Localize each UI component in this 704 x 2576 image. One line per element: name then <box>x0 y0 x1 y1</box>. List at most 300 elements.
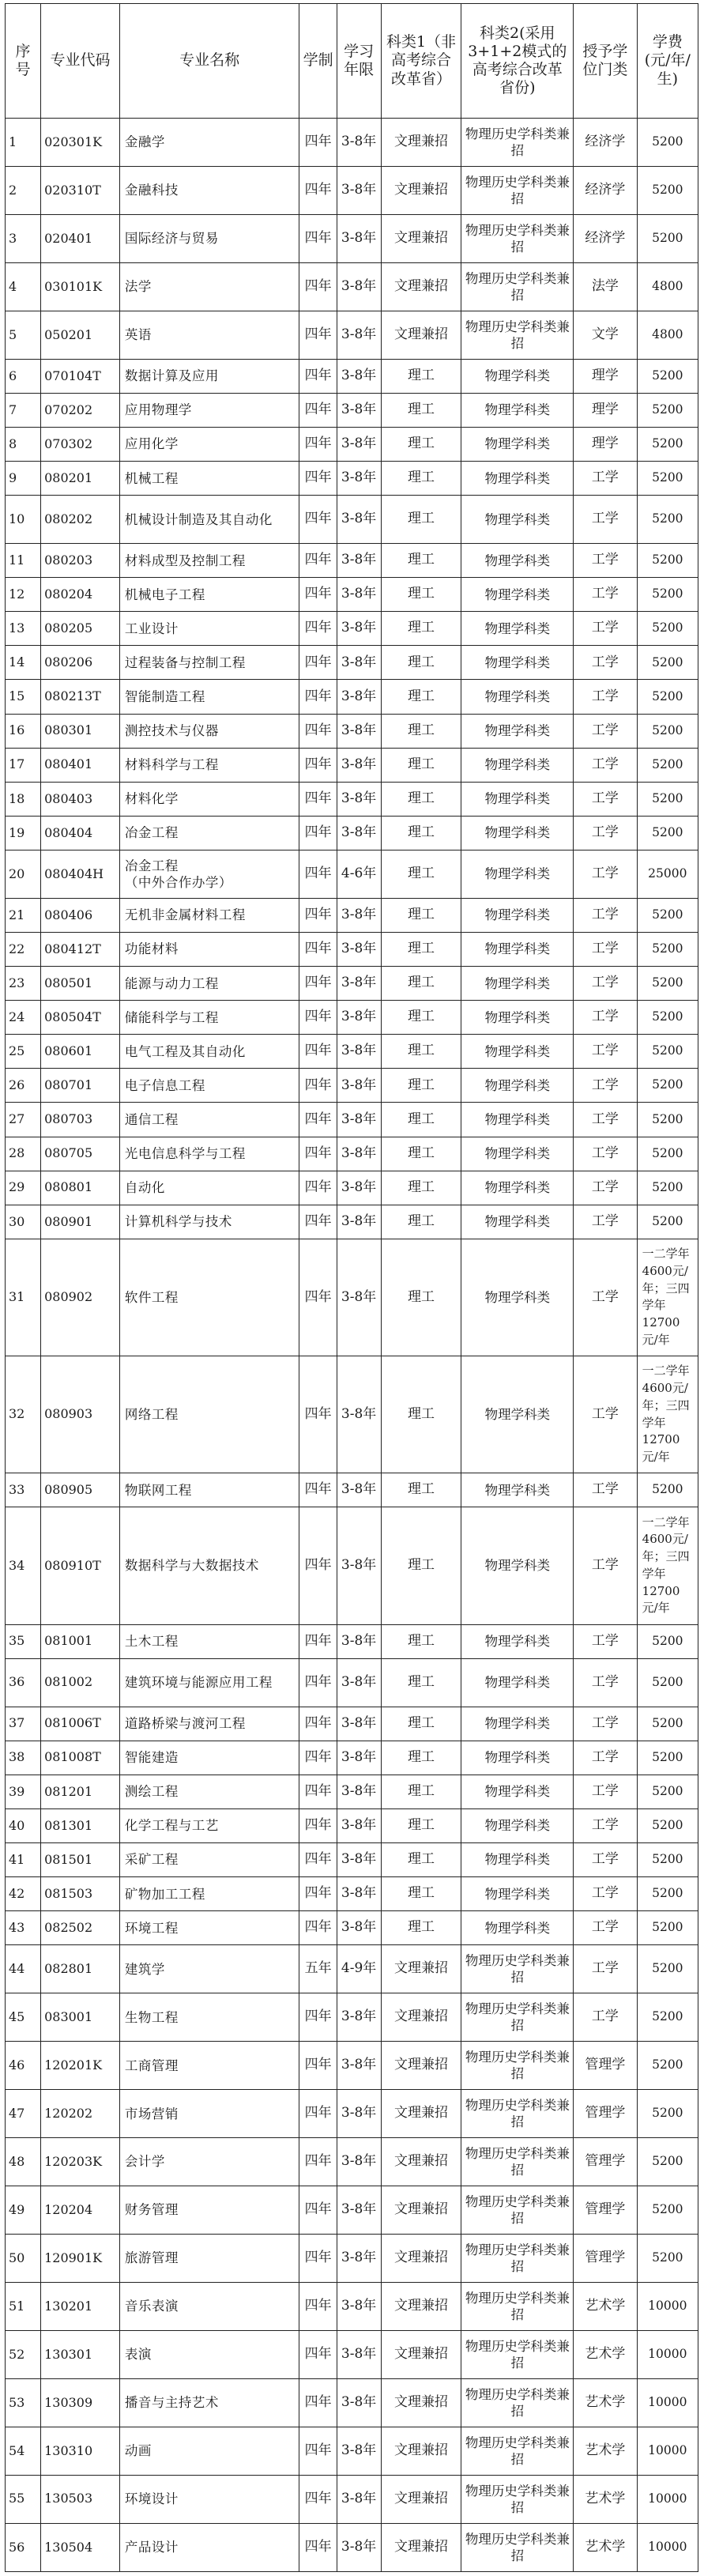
row-duration: 3-8年 <box>337 1356 381 1473</box>
row-subject2: 物理学科类 <box>461 782 574 816</box>
row-subject1: 理工 <box>381 782 461 816</box>
row-subject2: 物理学科类 <box>461 714 574 748</box>
row-code: 080205 <box>41 612 120 646</box>
row-duration: 3-8年 <box>337 544 381 578</box>
row-name: 土木工程 <box>119 1624 299 1658</box>
header-name: 专业名称 <box>119 4 299 119</box>
table-row <box>6 1137 698 1171</box>
row-fee: 5200 <box>637 359 698 393</box>
row-years: 四年 <box>299 1069 337 1103</box>
row-code: 080905 <box>41 1473 120 1507</box>
row-years: 四年 <box>299 782 337 816</box>
row-subject1: 文理兼招 <box>381 2427 461 2475</box>
table-row <box>6 748 698 782</box>
row-degree: 工学 <box>574 612 638 646</box>
row-years: 四年 <box>299 748 337 782</box>
row-no: 37 <box>6 1707 41 1741</box>
row-years: 四年 <box>299 214 337 262</box>
row-subject1: 理工 <box>381 1775 461 1808</box>
row-no: 6 <box>6 359 41 393</box>
row-subject1: 理工 <box>381 393 461 427</box>
row-subject1: 文理兼招 <box>381 2330 461 2378</box>
row-years: 四年 <box>299 932 337 966</box>
row-degree: 工学 <box>574 1171 638 1205</box>
header-subject1: 科类1（非高考综合改革省） <box>381 4 461 119</box>
row-name: 金融科技 <box>119 166 299 214</box>
row-subject2: 物理学科类 <box>461 1658 574 1707</box>
row-name: 生物工程 <box>119 1993 299 2042</box>
row-no: 5 <box>6 311 41 359</box>
row-subject1: 理工 <box>381 1707 461 1741</box>
row-duration: 4-9年 <box>337 1945 381 1993</box>
row-fee: 5200 <box>637 2234 698 2282</box>
row-fee: 5200 <box>637 544 698 578</box>
row-name: 储能科学与工程 <box>119 1001 299 1035</box>
row-years: 四年 <box>299 1507 337 1624</box>
row-fee: 5200 <box>637 967 698 1001</box>
row-duration: 3-8年 <box>337 748 381 782</box>
row-subject1: 理工 <box>381 1069 461 1103</box>
row-name: 通信工程 <box>119 1103 299 1137</box>
row-fee: 5200 <box>637 2186 698 2235</box>
row-duration: 3-8年 <box>337 1658 381 1707</box>
row-name: 机械电子工程 <box>119 578 299 612</box>
row-subject1: 文理兼招 <box>381 2186 461 2235</box>
row-subject1: 理工 <box>381 1137 461 1171</box>
row-fee: 一二学年4600元/年；三四学年12700元/年 <box>637 1507 698 1624</box>
row-years: 四年 <box>299 393 337 427</box>
row-code: 080705 <box>41 1137 120 1171</box>
table-row <box>6 462 698 496</box>
row-name: 测绘工程 <box>119 1775 299 1808</box>
row-subject1: 理工 <box>381 1103 461 1137</box>
row-degree: 工学 <box>574 680 638 714</box>
row-years: 四年 <box>299 359 337 393</box>
row-degree: 工学 <box>574 1911 638 1945</box>
row-no: 28 <box>6 1137 41 1171</box>
row-no: 3 <box>6 214 41 262</box>
row-subject2: 物理学科类 <box>461 1473 574 1507</box>
row-fee: 5200 <box>637 166 698 214</box>
row-degree: 艺术学 <box>574 2378 638 2427</box>
row-fee: 5200 <box>637 1877 698 1911</box>
row-subject2: 物理学科类 <box>461 932 574 966</box>
row-duration: 3-8年 <box>337 2378 381 2427</box>
row-years: 四年 <box>299 1842 337 1876</box>
row-name: 软件工程 <box>119 1239 299 1356</box>
row-duration: 3-8年 <box>337 1507 381 1624</box>
row-name: 旅游管理 <box>119 2234 299 2282</box>
row-no: 47 <box>6 2090 41 2138</box>
row-code: 080910T <box>41 1507 120 1624</box>
row-subject2: 物理学科类 <box>461 1001 574 1035</box>
row-degree: 艺术学 <box>574 2282 638 2330</box>
row-code: 130201 <box>41 2282 120 2330</box>
row-degree: 工学 <box>574 1001 638 1035</box>
row-fee: 5200 <box>637 393 698 427</box>
row-no: 42 <box>6 1877 41 1911</box>
row-no: 36 <box>6 1658 41 1707</box>
row-duration: 3-8年 <box>337 311 381 359</box>
row-duration: 4-6年 <box>337 850 381 898</box>
row-degree: 工学 <box>574 1658 638 1707</box>
row-degree: 工学 <box>574 1507 638 1624</box>
row-no: 55 <box>6 2475 41 2523</box>
row-code: 082502 <box>41 1911 120 1945</box>
table-row <box>6 262 698 311</box>
row-code: 080902 <box>41 1239 120 1356</box>
row-years: 四年 <box>299 427 337 461</box>
row-subject2: 物理学科类 <box>461 1137 574 1171</box>
row-degree: 艺术学 <box>574 2427 638 2475</box>
row-code: 081001 <box>41 1624 120 1658</box>
row-code: 080203 <box>41 544 120 578</box>
row-code: 080901 <box>41 1205 120 1239</box>
row-subject2: 物理学科类 <box>461 393 574 427</box>
row-subject2: 物理学科类 <box>461 1205 574 1239</box>
row-duration: 3-8年 <box>337 1842 381 1876</box>
row-years: 四年 <box>299 496 337 544</box>
row-fee: 5200 <box>637 1658 698 1707</box>
row-subject1: 文理兼招 <box>381 2378 461 2427</box>
table-row <box>6 393 698 427</box>
row-name: 智能建造 <box>119 1741 299 1775</box>
row-code: 080601 <box>41 1035 120 1069</box>
row-fee: 一二学年4600元/年；三四学年12700元/年 <box>637 1239 698 1356</box>
row-duration: 3-8年 <box>337 359 381 393</box>
row-degree: 工学 <box>574 1808 638 1842</box>
row-duration: 3-8年 <box>337 2234 381 2282</box>
table-row <box>6 1103 698 1137</box>
row-no: 8 <box>6 427 41 461</box>
row-fee: 5200 <box>637 1001 698 1035</box>
row-no: 56 <box>6 2523 41 2571</box>
row-degree: 工学 <box>574 1877 638 1911</box>
row-code: 070202 <box>41 393 120 427</box>
row-name: 机械设计制造及其自动化 <box>119 496 299 544</box>
row-name: 物联网工程 <box>119 1473 299 1507</box>
row-no: 23 <box>6 967 41 1001</box>
table-row <box>6 1473 698 1507</box>
row-code: 080504T <box>41 1001 120 1035</box>
row-name: 法学 <box>119 262 299 311</box>
row-subject2: 物理历史学科类兼招 <box>461 166 574 214</box>
row-years: 四年 <box>299 119 337 167</box>
row-no: 51 <box>6 2282 41 2330</box>
row-subject1: 理工 <box>381 1171 461 1205</box>
row-subject1: 理工 <box>381 1473 461 1507</box>
row-duration: 3-8年 <box>337 2282 381 2330</box>
table-row <box>6 2042 698 2090</box>
row-subject2: 物理学科类 <box>461 1103 574 1137</box>
row-degree: 工学 <box>574 850 638 898</box>
row-fee: 4800 <box>637 311 698 359</box>
row-no: 49 <box>6 2186 41 2235</box>
row-name: 材料科学与工程 <box>119 748 299 782</box>
row-years: 四年 <box>299 646 337 680</box>
row-subject2: 物理学科类 <box>461 1069 574 1103</box>
table-row <box>6 932 698 966</box>
table-row <box>6 1239 698 1356</box>
row-subject1: 理工 <box>381 1658 461 1707</box>
row-subject2: 物理学科类 <box>461 1808 574 1842</box>
table-row <box>6 967 698 1001</box>
row-years: 四年 <box>299 2234 337 2282</box>
row-subject2: 物理历史学科类兼招 <box>461 2282 574 2330</box>
row-code: 130309 <box>41 2378 120 2427</box>
row-name: 自动化 <box>119 1171 299 1205</box>
row-years: 四年 <box>299 1658 337 1707</box>
row-degree: 工学 <box>574 496 638 544</box>
row-name: 环境设计 <box>119 2475 299 2523</box>
row-name: 音乐表演 <box>119 2282 299 2330</box>
row-subject2: 物理学科类 <box>461 1877 574 1911</box>
row-subject2: 物理学科类 <box>461 898 574 932</box>
row-fee: 5200 <box>637 932 698 966</box>
row-subject1: 文理兼招 <box>381 2090 461 2138</box>
row-duration: 3-8年 <box>337 1001 381 1035</box>
row-duration: 3-8年 <box>337 262 381 311</box>
row-name: 功能材料 <box>119 932 299 966</box>
row-code: 080403 <box>41 782 120 816</box>
table-row <box>6 1741 698 1775</box>
row-code: 020401 <box>41 214 120 262</box>
table-row <box>6 544 698 578</box>
row-subject1: 文理兼招 <box>381 2042 461 2090</box>
row-name: 能源与动力工程 <box>119 967 299 1001</box>
row-years: 四年 <box>299 1707 337 1741</box>
row-subject2: 物理历史学科类兼招 <box>461 2378 574 2427</box>
majors-table <box>5 3 698 2572</box>
row-subject2: 物理学科类 <box>461 680 574 714</box>
row-no: 52 <box>6 2330 41 2378</box>
row-subject2: 物理学科类 <box>461 1239 574 1356</box>
row-subject1: 理工 <box>381 680 461 714</box>
row-subject1: 理工 <box>381 1356 461 1473</box>
row-fee: 5200 <box>637 496 698 544</box>
row-years: 四年 <box>299 1911 337 1945</box>
row-fee: 5200 <box>637 714 698 748</box>
row-years: 四年 <box>299 2427 337 2475</box>
row-subject1: 理工 <box>381 932 461 966</box>
row-code: 030101K <box>41 262 120 311</box>
row-subject2: 物理学科类 <box>461 612 574 646</box>
row-duration: 3-8年 <box>337 1473 381 1507</box>
table-row <box>6 214 698 262</box>
row-no: 24 <box>6 1001 41 1035</box>
row-fee: 5200 <box>637 1911 698 1945</box>
row-fee: 5200 <box>637 1473 698 1507</box>
row-name: 工商管理 <box>119 2042 299 2090</box>
row-code: 080501 <box>41 967 120 1001</box>
row-subject1: 理工 <box>381 1624 461 1658</box>
row-subject2: 物理历史学科类兼招 <box>461 1993 574 2042</box>
row-no: 21 <box>6 898 41 932</box>
row-no: 41 <box>6 1842 41 1876</box>
row-fee: 5200 <box>637 1993 698 2042</box>
row-years: 四年 <box>299 1993 337 2042</box>
row-duration: 3-8年 <box>337 2330 381 2378</box>
row-code: 080204 <box>41 578 120 612</box>
row-duration: 3-8年 <box>337 782 381 816</box>
row-duration: 3-8年 <box>337 393 381 427</box>
row-duration: 3-8年 <box>337 1624 381 1658</box>
row-subject2: 物理历史学科类兼招 <box>461 2138 574 2186</box>
row-no: 38 <box>6 1741 41 1775</box>
row-degree: 工学 <box>574 578 638 612</box>
row-code: 081201 <box>41 1775 120 1808</box>
row-subject1: 理工 <box>381 1507 461 1624</box>
row-degree: 经济学 <box>574 214 638 262</box>
row-no: 40 <box>6 1808 41 1842</box>
row-fee: 5200 <box>637 2138 698 2186</box>
row-name: 数据计算及应用 <box>119 359 299 393</box>
row-no: 10 <box>6 496 41 544</box>
row-name: 环境工程 <box>119 1911 299 1945</box>
row-code: 081006T <box>41 1707 120 1741</box>
row-years: 四年 <box>299 1103 337 1137</box>
row-duration: 3-8年 <box>337 612 381 646</box>
row-name: 采矿工程 <box>119 1842 299 1876</box>
row-subject1: 理工 <box>381 1808 461 1842</box>
table-row <box>6 1001 698 1035</box>
table-row <box>6 1993 698 2042</box>
row-years: 四年 <box>299 1137 337 1171</box>
table-row <box>6 2378 698 2427</box>
row-years: 四年 <box>299 578 337 612</box>
row-code: 130310 <box>41 2427 120 2475</box>
row-code: 130504 <box>41 2523 120 2571</box>
row-years: 四年 <box>299 612 337 646</box>
row-code: 080404H <box>41 850 120 898</box>
row-fee: 一二学年4600元/年；三四学年12700元/年 <box>637 1356 698 1473</box>
row-years: 四年 <box>299 816 337 850</box>
row-subject1: 理工 <box>381 544 461 578</box>
row-years: 四年 <box>299 2475 337 2523</box>
header-duration: 学习年限 <box>337 4 381 119</box>
row-degree: 工学 <box>574 1775 638 1808</box>
row-degree: 理学 <box>574 393 638 427</box>
row-subject2: 物理历史学科类兼招 <box>461 2475 574 2523</box>
row-fee: 5200 <box>637 898 698 932</box>
row-duration: 3-8年 <box>337 1877 381 1911</box>
row-subject2: 物理学科类 <box>461 496 574 544</box>
row-degree: 工学 <box>574 1205 638 1239</box>
row-fee: 5200 <box>637 1171 698 1205</box>
row-degree: 管理学 <box>574 2090 638 2138</box>
row-subject1: 理工 <box>381 816 461 850</box>
row-years: 四年 <box>299 1624 337 1658</box>
row-no: 48 <box>6 2138 41 2186</box>
row-degree: 工学 <box>574 748 638 782</box>
row-years: 四年 <box>299 1035 337 1069</box>
row-no: 1 <box>6 119 41 167</box>
row-degree: 艺术学 <box>574 2330 638 2378</box>
row-duration: 3-8年 <box>337 967 381 1001</box>
header-fee: 学费(元/年/生) <box>637 4 698 119</box>
row-code: 083001 <box>41 1993 120 2042</box>
row-no: 46 <box>6 2042 41 2090</box>
row-subject1: 理工 <box>381 1842 461 1876</box>
row-no: 45 <box>6 1993 41 2042</box>
table-row <box>6 2282 698 2330</box>
table-row <box>6 1945 698 1993</box>
row-name: 材料成型及控制工程 <box>119 544 299 578</box>
row-code: 130301 <box>41 2330 120 2378</box>
row-duration: 3-8年 <box>337 496 381 544</box>
row-duration: 3-8年 <box>337 1137 381 1171</box>
row-name: 冶金工程 <box>119 816 299 850</box>
row-fee: 5200 <box>637 2042 698 2090</box>
row-code: 020310T <box>41 166 120 214</box>
row-name: 计算机科学与技术 <box>119 1205 299 1239</box>
row-no: 53 <box>6 2378 41 2427</box>
row-subject1: 理工 <box>381 427 461 461</box>
row-duration: 3-8年 <box>337 714 381 748</box>
row-degree: 经济学 <box>574 166 638 214</box>
row-no: 30 <box>6 1205 41 1239</box>
row-subject2: 物理学科类 <box>461 427 574 461</box>
row-name: 材料化学 <box>119 782 299 816</box>
row-years: 四年 <box>299 680 337 714</box>
row-fee: 5200 <box>637 1137 698 1171</box>
row-years: 四年 <box>299 2090 337 2138</box>
row-degree: 工学 <box>574 816 638 850</box>
row-subject2: 物理学科类 <box>461 462 574 496</box>
row-years: 四年 <box>299 2282 337 2330</box>
row-years: 四年 <box>299 1205 337 1239</box>
row-duration: 3-8年 <box>337 1808 381 1842</box>
row-fee: 5200 <box>637 119 698 167</box>
row-degree: 工学 <box>574 1356 638 1473</box>
row-fee: 5200 <box>637 1205 698 1239</box>
row-fee: 5200 <box>637 1103 698 1137</box>
row-years: 四年 <box>299 1741 337 1775</box>
row-duration: 3-8年 <box>337 1239 381 1356</box>
row-degree: 工学 <box>574 646 638 680</box>
row-years: 四年 <box>299 2523 337 2571</box>
row-subject2: 物理学科类 <box>461 967 574 1001</box>
row-subject2: 物理学科类 <box>461 646 574 680</box>
row-years: 四年 <box>299 311 337 359</box>
row-fee: 5200 <box>637 612 698 646</box>
row-degree: 管理学 <box>574 2138 638 2186</box>
row-subject1: 理工 <box>381 1911 461 1945</box>
row-code: 080201 <box>41 462 120 496</box>
table-row <box>6 782 698 816</box>
row-duration: 3-8年 <box>337 427 381 461</box>
table-row <box>6 1507 698 1624</box>
row-duration: 3-8年 <box>337 578 381 612</box>
row-years: 四年 <box>299 2138 337 2186</box>
row-degree: 工学 <box>574 1473 638 1507</box>
table-row <box>6 1624 698 1658</box>
row-name: 电气工程及其自动化 <box>119 1035 299 1069</box>
row-subject1: 理工 <box>381 1205 461 1239</box>
row-subject2: 物理历史学科类兼招 <box>461 2042 574 2090</box>
row-code: 120203K <box>41 2138 120 2186</box>
row-no: 44 <box>6 1945 41 1993</box>
row-fee: 5200 <box>637 2090 698 2138</box>
row-code: 080701 <box>41 1069 120 1103</box>
row-duration: 3-8年 <box>337 166 381 214</box>
row-no: 4 <box>6 262 41 311</box>
row-name: 播音与主持艺术 <box>119 2378 299 2427</box>
row-code: 120202 <box>41 2090 120 2138</box>
row-name: 化学工程与工艺 <box>119 1808 299 1842</box>
table-row <box>6 1808 698 1842</box>
row-subject1: 理工 <box>381 359 461 393</box>
